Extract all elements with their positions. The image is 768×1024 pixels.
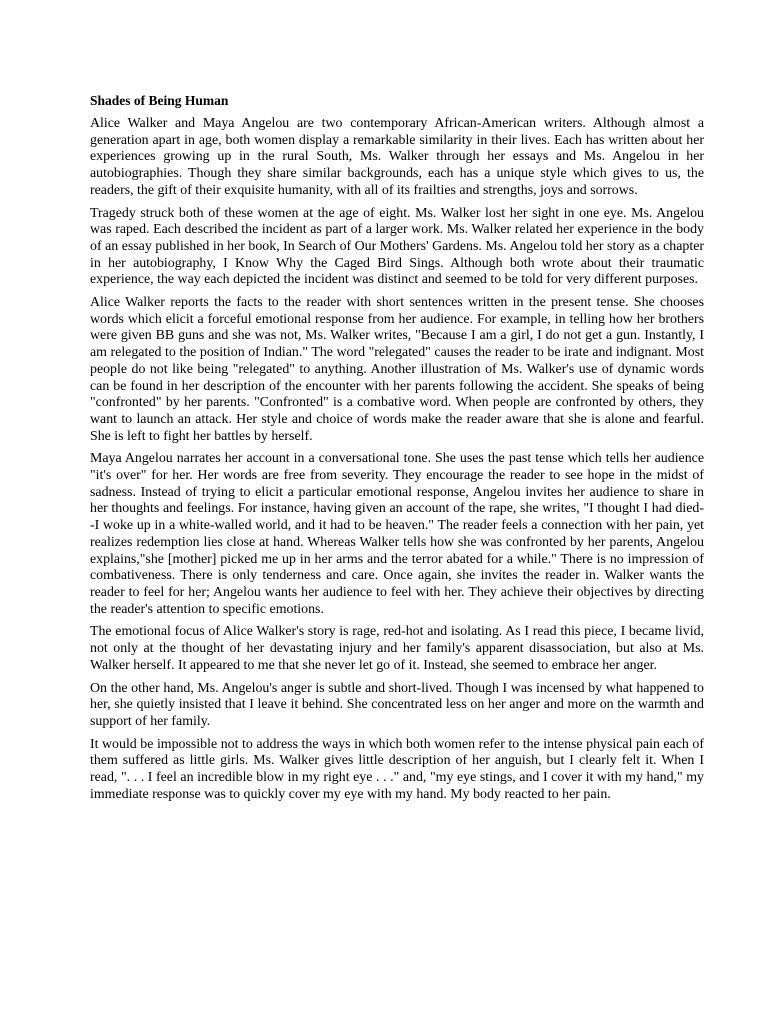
document-page bbox=[90, 92, 704, 809]
paragraph-7: It would be impossible not to address the ways in which both women refer to the intense physical pain each of them suffered as little girls. Ms. Walker gives little description of her anguish, but I clearly felt it. When I read, ". . . I feel an incredible blow in my right eye . . ." and, "my eye stings, and I cover it with my hand," my immediate response was to quickly cover my eye with my hand. My body reacted to her pain. bbox=[90, 736, 704, 802]
paragraph-2: Tragedy struck both of these women at the age of eight. Ms. Walker lost her sight in one eye. Ms. Angelou was raped. Each described the incident as part of a larger work. Ms. Walker related her experience in the body of an essay published in her book, In Search of Our Mothers' Gardens. Ms. Angelou told her story as a chapter in her autobiography, I Know Why the Caged Bird Sings. Although both wrote about their traumatic experience, the way each depicted the incident was distinct and seemed to be told for very different purposes. bbox=[90, 205, 704, 288]
paragraph-6: On the other hand, Ms. Angelou's anger is subtle and short-lived. Though I was incensed by what happened to her, she quietly insisted that I leave it behind. She concentrated less on her anger and more on the warmth and support of her family. bbox=[90, 680, 704, 729]
paragraph-5: The emotional focus of Alice Walker's story is rage, red-hot and isolating. As I read this piece, I became livid, not only at the thought of her devastating injury and her family's apparent disassociation, but also at Ms. Walker herself. It appeared to me that she never let go of it. Instead, she seemed to embrace her anger. bbox=[90, 624, 704, 673]
paragraph-1: Alice Walker and Maya Angelou are two contemporary African-American writers. Although almost a generation apart in age, both women display a remarkable similarity in their lives. Each has written about her experiences growing up in the rural South, Ms. Walker through her essays and Ms. Angelou in her autobiographies. Though they share similar backgrounds, each has a unique style which gives to us, the readers, the gift of their exquisite humanity, with all of its frailties and strengths, joys and sorrows. bbox=[90, 116, 704, 198]
paragraph-4: Maya Angelou narrates her account in a conversational tone. She uses the past tense which tells her audience "it's over" for her. Her words are free from severity. They encourage the reader to see hope in the midst of sadness. Instead of trying to elicit a particular emotional response, Angelou invites her audience to share in her thoughts and feelings. For instance, having given an account of the rape, she writes, "I thought I had died--I woke up in a white-walled world, and it had to be heaven." The reader feels a connection with her pain, yet realizes redemption lies close at hand. Whereas Walker tells how she was confronted by her parents, Angelou explains,"she [mother] picked me up in her arms and the terror abated for a while." There is no impression of combativeness. There is only tenderness and care. Once again, she invites the reader in. Walker wants the reader to feel for her; Angelou wants her audience to feel with her. They achieve their objectives by directing the reader's attention to specific emotions. bbox=[90, 451, 704, 617]
paragraph-3: Alice Walker reports the facts to the reader with short sentences written in the present tense. She chooses words which elicit a forceful emotional response from her audience. For example, in telling how her brothers were given BB guns and she was not, Ms. Walker writes, "Because I am a girl, I do not get a gun. Instantly, I am relegated to the position of Indian." The word "relegated" causes the reader to be irate and indignant. Most people do not like being "relegated" to anything. Another illustration of Ms. Walker's use of dynamic words can be found in her description of the encounter with her parents following the accident. She speaks of being "confronted" by her parents. "Confronted" is a combative word. When people are confronted by others, they want to launch an attack. Her style and choice of words make the reader aware that she is alone and fearful. She is left to fight her battles by herself. bbox=[90, 295, 704, 444]
document-title: Shades of Being Human bbox=[90, 93, 229, 108]
